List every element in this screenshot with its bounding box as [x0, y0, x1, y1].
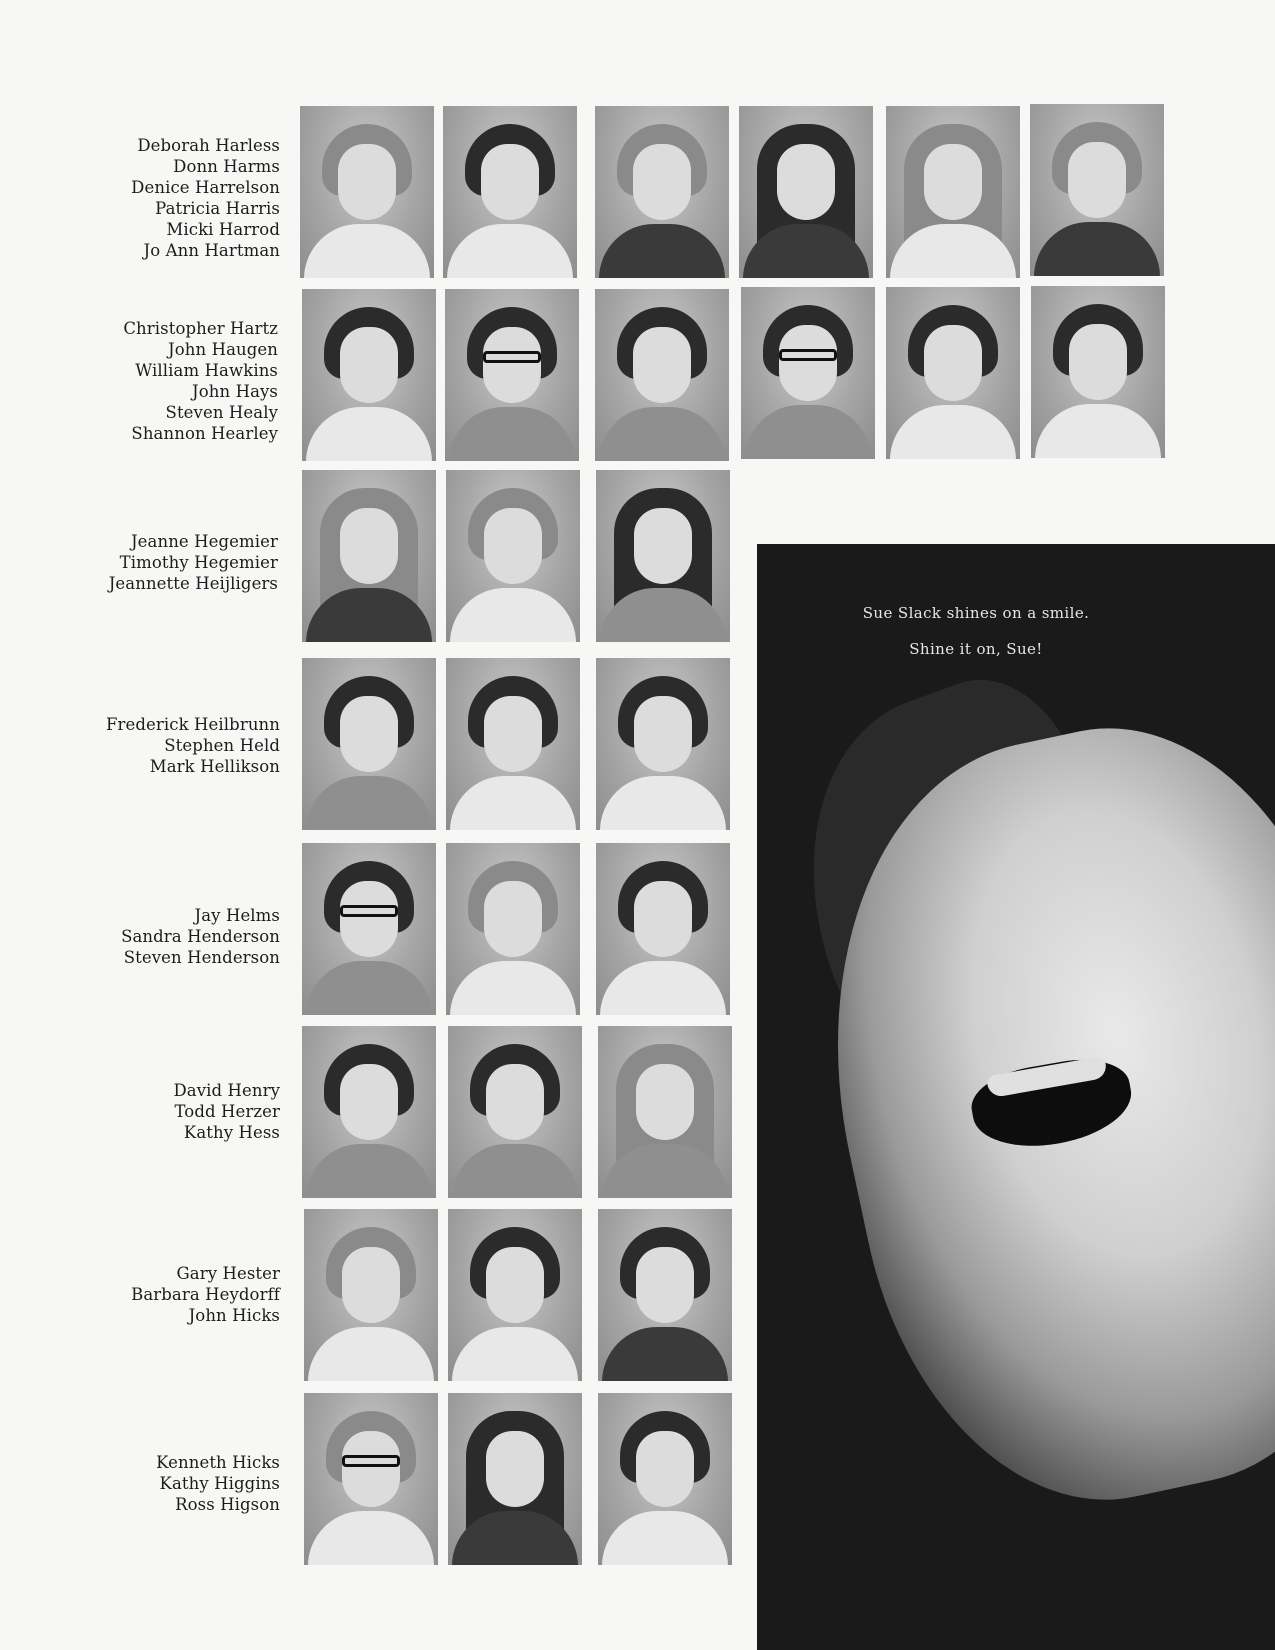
name-list-row-1 — [40, 135, 280, 261]
student-name: David Henry — [173, 1081, 280, 1100]
student-portrait — [595, 289, 729, 461]
student-portrait — [446, 658, 580, 830]
student-name: Donn Harms — [173, 157, 280, 176]
student-portrait — [739, 106, 873, 278]
name-list-row-4 — [40, 714, 280, 777]
student-name: Denice Harrelson — [131, 178, 280, 197]
name-list-row-2 — [38, 318, 278, 444]
student-name: Christopher Hartz — [123, 319, 278, 338]
student-portrait — [741, 287, 875, 459]
student-portrait — [1031, 286, 1165, 458]
name-list-row-3 — [38, 531, 278, 594]
student-portrait — [302, 470, 436, 642]
student-name: Deborah Harless — [137, 136, 280, 155]
student-name: Stephen Held — [164, 736, 280, 755]
student-portrait — [446, 843, 580, 1015]
student-name: Timothy Hegemier — [119, 553, 278, 572]
student-portrait — [886, 106, 1020, 278]
student-portrait — [448, 1026, 582, 1198]
student-portrait — [302, 658, 436, 830]
student-portrait — [596, 470, 730, 642]
name-list-row-7 — [40, 1263, 280, 1326]
student-portrait — [596, 658, 730, 830]
candid-photo — [757, 544, 1275, 1650]
student-name: John Haugen — [168, 340, 278, 359]
student-portrait — [302, 843, 436, 1015]
student-name: Frederick Heilbrunn — [105, 715, 280, 734]
photo-caption-line-2: Shine it on, Sue! — [909, 640, 1043, 658]
student-portrait — [598, 1393, 732, 1565]
name-list-row-8 — [40, 1452, 280, 1515]
student-name: Mark Hellikson — [149, 757, 280, 776]
student-name: Kathy Hess — [183, 1123, 280, 1142]
student-portrait — [445, 289, 579, 461]
student-portrait — [598, 1026, 732, 1198]
student-name: Sandra Henderson — [121, 927, 280, 946]
student-portrait — [300, 106, 434, 278]
student-portrait — [302, 1026, 436, 1198]
student-portrait — [443, 106, 577, 278]
student-name: Gary Hester — [176, 1264, 280, 1283]
student-name: Jay Helms — [194, 906, 280, 925]
student-portrait — [596, 843, 730, 1015]
photo-caption-line-1: Sue Slack shines on a smile. — [862, 604, 1090, 622]
student-portrait — [1030, 104, 1164, 276]
student-name: Jo Ann Hartman — [143, 241, 280, 260]
student-portrait — [304, 1393, 438, 1565]
student-name: Ross Higson — [175, 1495, 280, 1514]
student-portrait — [304, 1209, 438, 1381]
student-name: Kathy Higgins — [159, 1474, 280, 1493]
student-name: Jeannette Heijligers — [108, 574, 278, 593]
student-portrait — [886, 287, 1020, 459]
student-name: Jeanne Hegemier — [130, 532, 278, 551]
student-name: William Hawkins — [135, 361, 278, 380]
student-portrait — [446, 470, 580, 642]
student-name: Patricia Harris — [155, 199, 280, 218]
student-portrait — [302, 289, 436, 461]
student-name: Steven Healy — [165, 403, 278, 422]
student-portrait — [448, 1209, 582, 1381]
student-portrait — [448, 1393, 582, 1565]
student-name: Shannon Hearley — [131, 424, 278, 443]
student-portrait — [598, 1209, 732, 1381]
name-list-row-6 — [40, 1080, 280, 1143]
student-name: John Hays — [192, 382, 278, 401]
student-name: Micki Harrod — [166, 220, 280, 239]
student-name: Kenneth Hicks — [156, 1453, 280, 1472]
student-name: Steven Henderson — [123, 948, 280, 967]
name-list-row-5 — [40, 905, 280, 968]
student-name: John Hicks — [188, 1306, 280, 1325]
student-name: Barbara Heydorff — [131, 1285, 280, 1304]
student-name: Todd Herzer — [174, 1102, 280, 1121]
student-portrait — [595, 106, 729, 278]
